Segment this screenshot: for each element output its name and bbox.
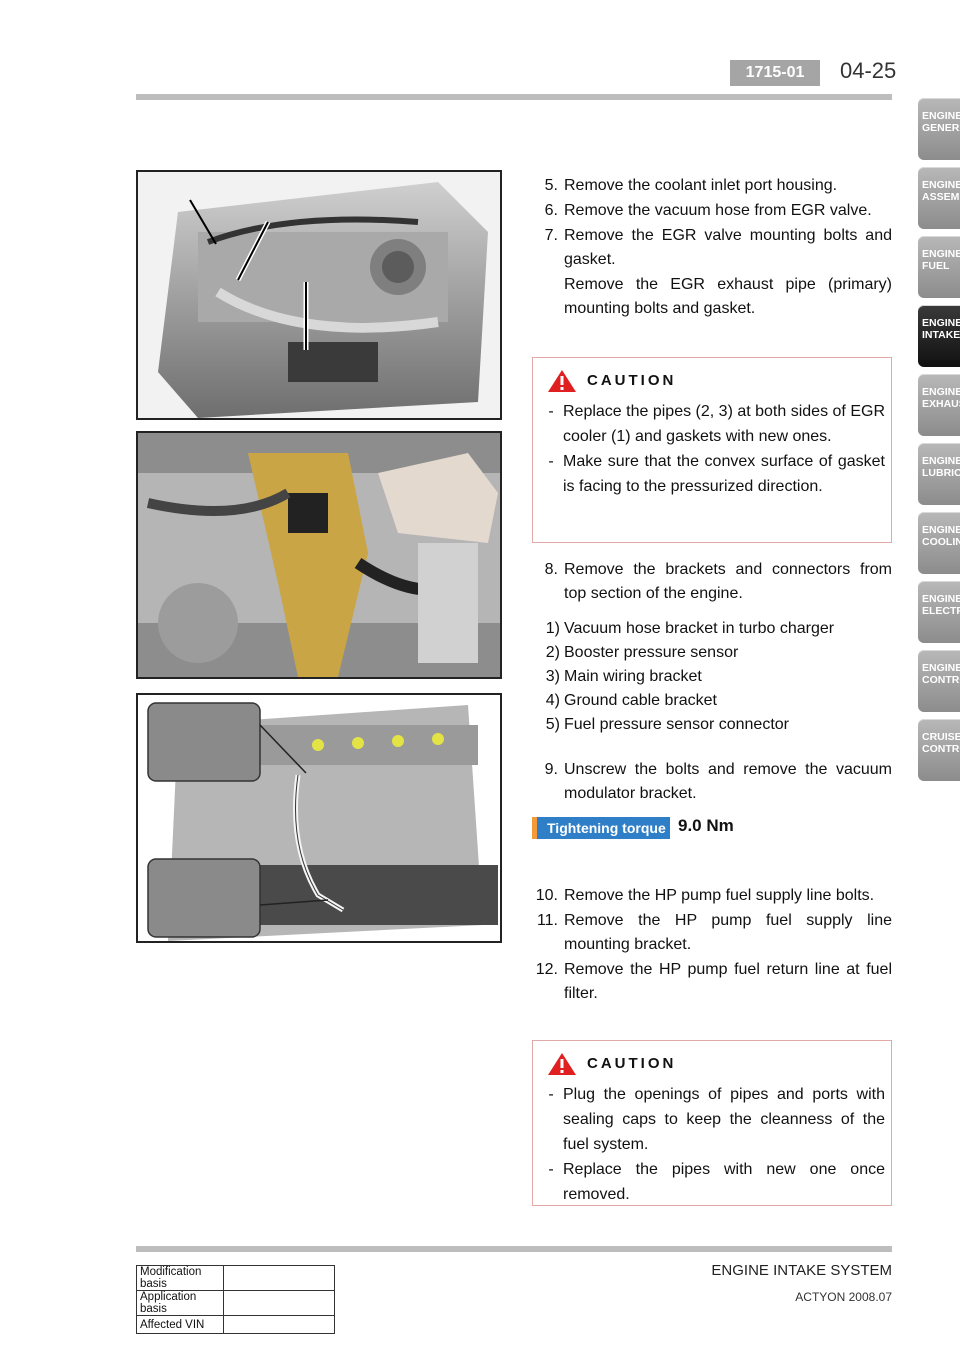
step-item: 12. Remove the HP pump fuel return line at fuel filter. (535, 961, 892, 1002)
engine-photo-egr (136, 170, 502, 420)
step-item: 8. Remove the brackets and connectors from top section of the engine. (544, 561, 892, 602)
tab-engine-cooling[interactable]: ENGINE COOLING (918, 512, 960, 574)
engine-photo-fuel-lines (136, 693, 502, 943)
steps-5-7 (530, 174, 892, 322)
step-9 (530, 758, 892, 807)
tab-cruise-control[interactable]: CRUISE CONTRO (918, 719, 960, 781)
table-row: Affected VIN (137, 1316, 335, 1334)
list-item: 1) Vacuum hose bracket in turbo charger (545, 620, 835, 637)
tab-engine-general[interactable]: ENGINE GENERA (918, 98, 960, 160)
list-item: 2) Booster pressure sensor (545, 644, 739, 661)
footer-divider (136, 1246, 892, 1252)
caution-item: - Replace the pipes with new one once removed. (548, 1161, 885, 1203)
engine-photo-brackets (136, 431, 502, 679)
caution-header (547, 368, 885, 393)
list-item: 3) Main wiring bracket (545, 668, 702, 685)
step-item: 9. Unscrew the bolts and remove the vacuum modulator bracket. (544, 761, 892, 802)
modification-table (136, 1265, 335, 1334)
table-row: Modification basis (137, 1266, 335, 1291)
tab-engine-lubrication[interactable]: ENGINE LUBRICA (918, 443, 960, 505)
tab-engine-exhaust[interactable]: ENGINE EXHAUST (918, 374, 960, 436)
caution-header (547, 1051, 885, 1076)
footer-model: ACTYON 2008.07 (795, 1290, 892, 1304)
section-code-badge: 1715-01 (730, 60, 820, 86)
tab-engine-control[interactable]: ENGINE CONTRO (918, 650, 960, 712)
step-item: 7. Remove the EGR valve mounting bolts and gasket. (544, 227, 892, 268)
caution-item: - Plug the openings of pipes and ports with sealing caps to keep the cleanness of the fuel system. (548, 1086, 885, 1153)
step-item: 11. Remove the HP pump fuel supply line mounting bracket. (536, 912, 892, 953)
tab-engine-electrical[interactable]: ENGINE ELECTRI (918, 581, 960, 643)
caution-item: - Replace the pipes (2, 3) at both sides of EGR cooler (1) and gaskets with new ones. (548, 403, 885, 445)
caution-title: CAUTION (587, 372, 677, 389)
step-item: 10. Remove the HP pump fuel supply line bolts. (535, 887, 875, 904)
tightening-torque-label: Tightening torque (532, 817, 670, 839)
step-item: 5. Remove the coolant inlet port housing. (544, 177, 838, 194)
step-item: 6. Remove the vacuum hose from EGR valve. (544, 202, 872, 219)
step-8 (530, 558, 892, 607)
tab-engine-assembly[interactable]: ENGINE ASSEMBL (918, 167, 960, 229)
steps-10-12 (530, 884, 892, 1007)
tightening-torque-value: 9.0 Nm (678, 816, 734, 835)
caution-item: - Make sure that the convex surface of gasket is facing to the pressurized direction. (548, 453, 885, 495)
list-item: 5) Fuel pressure sensor connector (545, 716, 789, 733)
footer-section-title: ENGINE INTAKE SYSTEM (711, 1262, 892, 1279)
bracket-list (530, 617, 892, 737)
caution-title: CAUTION (587, 1055, 677, 1072)
warning-triangle-icon (547, 369, 577, 393)
tab-engine-intake[interactable]: ENGINE INTAKE (918, 305, 960, 367)
tab-engine-fuel[interactable]: ENGINE FUEL (918, 236, 960, 298)
warning-triangle-icon (547, 1052, 577, 1076)
caution-box-fuel (532, 1040, 892, 1206)
step-item: Remove the EGR exhaust pipe (primary) mounting bolts and gasket. (564, 276, 892, 317)
list-item: 4) Ground cable bracket (545, 692, 717, 709)
caution-box-egr (532, 357, 892, 543)
table-row: Application basis (137, 1291, 335, 1316)
header-divider (136, 94, 892, 100)
page-number: 04-25 (840, 58, 897, 83)
chapter-tabs (918, 98, 973, 788)
